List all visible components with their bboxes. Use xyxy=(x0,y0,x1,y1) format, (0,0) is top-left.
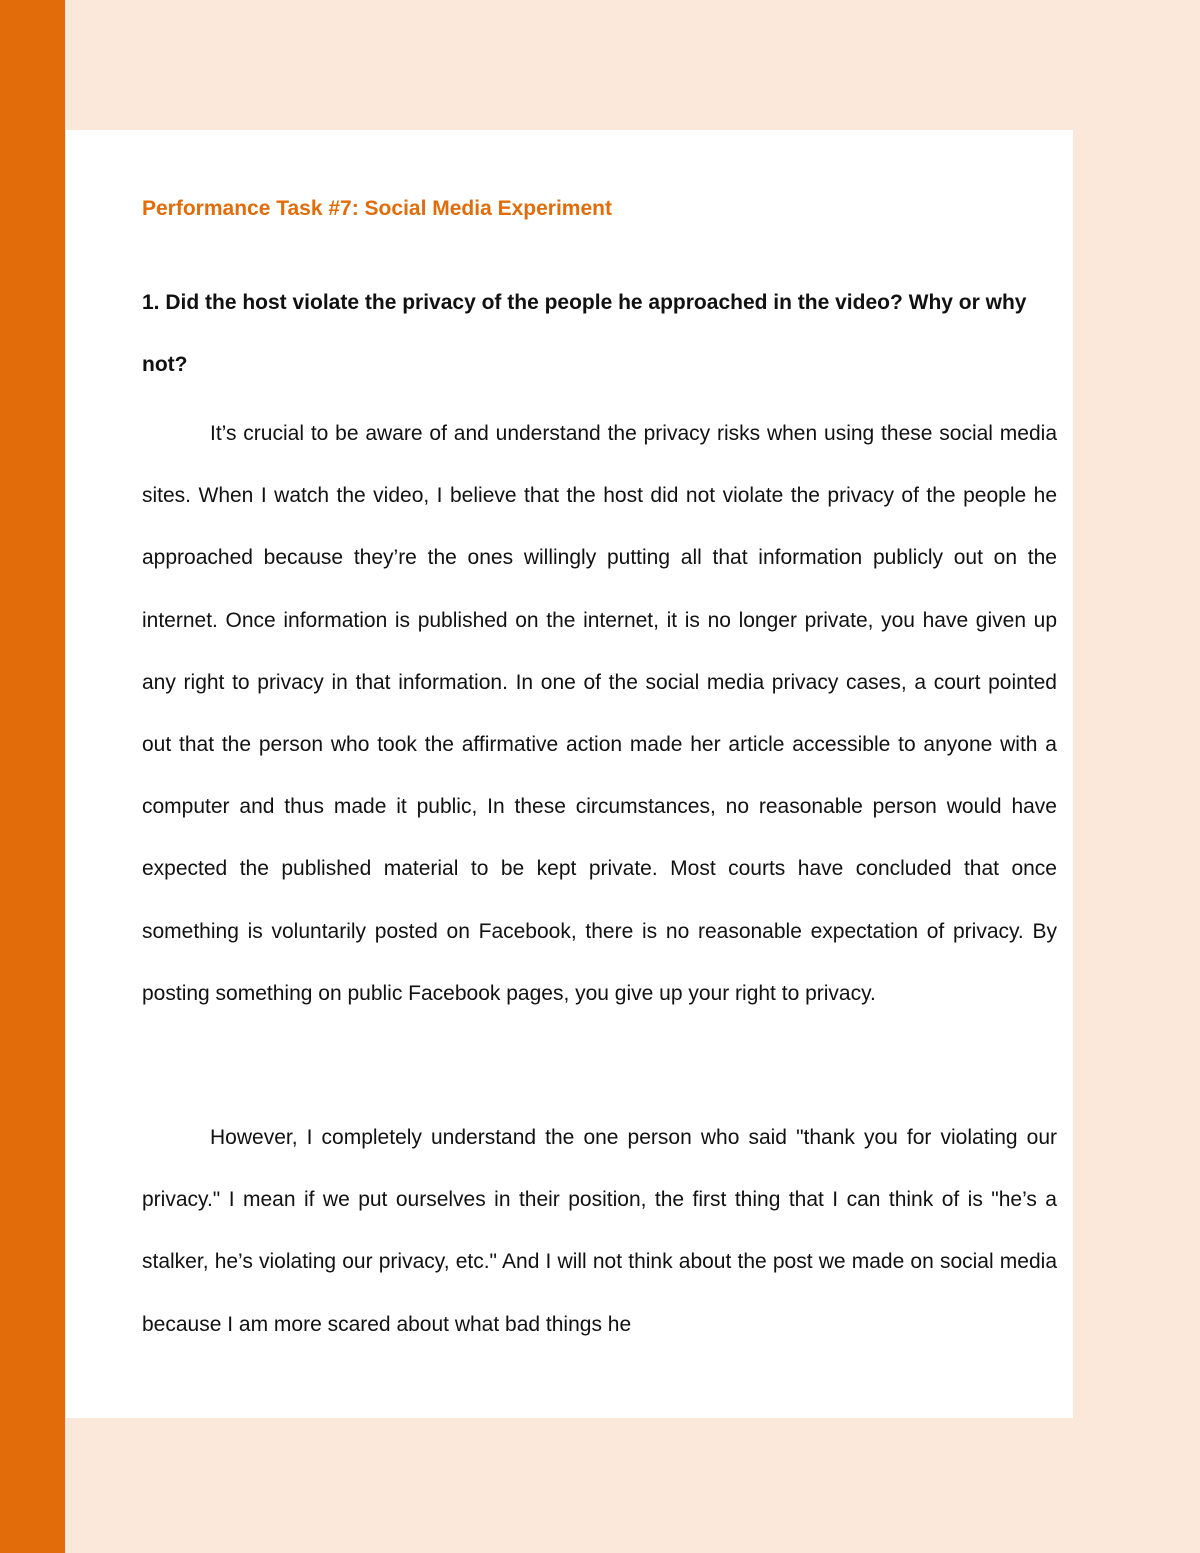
question-heading: 1. Did the host violate the privacy of the people he approached in the video? Why or why not? xyxy=(142,291,1027,376)
paragraph-1: It’s crucial to be aware of and understand the privacy risks when using these social media sites. When I watch the video, I believe that the host did not violate the privacy of the people he approached because they’re the ones willingly putting all that information publicly out on the internet. Once information is published on the internet, it is no longer private, you have given up any right to privacy in that information. In one of the social media privacy cases, a court pointed out that the person who took the affirmative action made her article accessible to anyone with a computer and thus made it public, In these circumstances, no reasonable person would have expected the published material to be kept private. Most courts have concluded that once something is voluntarily posted on Facebook, there is no reasonable expectation of privacy. By posting something on public Facebook pages, you give up your right to privacy. xyxy=(142,422,1057,1005)
document-title: Performance Task #7: Social Media Experiment xyxy=(142,197,612,220)
paragraph-2: However, I completely understand the one person who said "thank you for violating our privacy." I mean if we put ourselves in their position, the first thing that I can think of is "he’s a stalker, he’s violating our privacy, etc." And I will not think about the post we made on social media because I am more scared about what bad things he xyxy=(142,1126,1057,1336)
document-page xyxy=(66,130,1073,1418)
left-accent-bar xyxy=(0,0,65,1553)
